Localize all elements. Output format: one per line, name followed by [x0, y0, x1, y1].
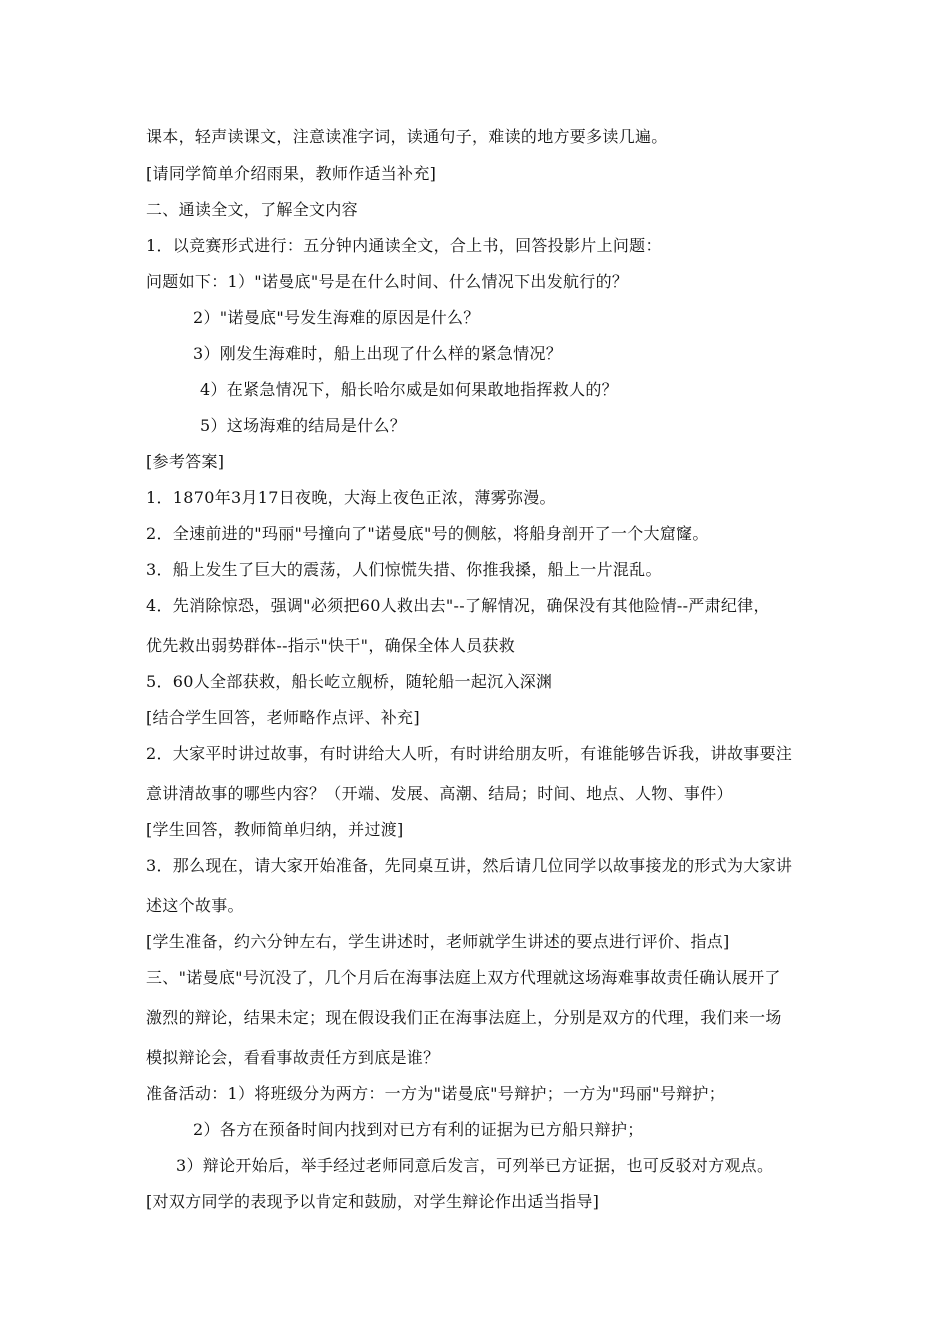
paragraph-line: [学生回答，教师简单归纳，并过渡] — [146, 820, 404, 839]
paragraph-line: 3．那么现在，请大家开始准备，先同桌互讲，然后请几位同学以故事接龙的形式为大家讲 — [146, 856, 793, 875]
paragraph-line: 准备活动：1）将班级分为两方：一方为"诺曼底"号辩护；一方为"玛丽"号辩护； — [146, 1084, 726, 1103]
paragraph-line: [学生准备，约六分钟左右，学生讲述时，老师就学生讲述的要点进行评价、指点] — [146, 932, 730, 951]
paragraph-line: 1．以竞赛形式进行：五分钟内通读全文，合上书，回答投影片上问题： — [146, 236, 662, 255]
paragraph-line: 激烈的辩论，结果未定；现在假设我们正在海事法庭上，分别是双方的代理，我们来一场 — [146, 1008, 782, 1027]
answer-line: 优先救出弱势群体--指示"快干"，确保全体人员获救 — [146, 636, 516, 655]
question-line: 2）"诺曼底"号发生海难的原因是什么？ — [193, 308, 480, 327]
answer-line: 2．全速前进的"玛丽"号撞向了"诺曼底"号的侧舷，将船身剖开了一个大窟窿。 — [146, 524, 709, 543]
paragraph-line: 意讲清故事的哪些内容？（开端、发展、高潮、结局；时间、地点、人物、事件） — [146, 784, 733, 803]
answer-line: 4．先消除惊恐，强调"必须把60人救出去"--了解情况，确保没有其他险情--严肃纪律， — [146, 596, 770, 615]
answer-line: 1．1870年3月17日夜晚，大海上夜色正浓，薄雾弥漫。 — [146, 488, 556, 507]
paragraph-line: [对双方同学的表现予以肯定和鼓励，对学生辩论作出适当指导] — [146, 1192, 600, 1211]
question-line: 4）在紧急情况下，船长哈尔威是如何果敢地指挥救人的？ — [200, 380, 618, 399]
paragraph-line: 2）各方在预备时间内找到对已方有利的证据为已方船只辩护； — [193, 1120, 644, 1139]
paragraph-line: 3）辩论开始后，举手经过老师同意后发言，可列举已方证据，也可反驳对方观点。 — [176, 1156, 774, 1175]
answer-line: 3．船上发生了巨大的震荡，人们惊慌失措、你推我搡，船上一片混乱。 — [146, 560, 662, 579]
section-heading: 二、通读全文，了解全文内容 — [146, 200, 358, 219]
paragraph-line: [请同学简单介绍雨果，教师作适当补充] — [146, 164, 437, 183]
section-heading: 三、"诺曼底"号沉没了，几个月后在海事法庭上双方代理就这场海难事故责任确认展开了 — [146, 968, 781, 987]
answer-heading: [参考答案] — [146, 452, 225, 471]
paragraph-line: 述这个故事。 — [146, 896, 244, 915]
paragraph-line: 模拟辩论会，看看事故责任方到底是谁？ — [146, 1048, 440, 1067]
question-line: 5）这场海难的结局是什么？ — [200, 416, 407, 435]
question-line: 3）刚发生海难时，船上出现了什么样的紧急情况？ — [193, 344, 563, 363]
question-line: 问题如下：1）"诺曼底"号是在什么时间、什么情况下出发航行的？ — [146, 272, 629, 291]
paragraph-line: 课本，轻声读课文，注意读准字词，读通句子，难读的地方要多读几遍。 — [146, 127, 668, 146]
paragraph-line: [结合学生回答，老师略作点评、补充] — [146, 708, 420, 727]
answer-line: 5．60人全部获救，船长屹立舰桥，随轮船一起沉入深渊 — [146, 672, 553, 691]
paragraph-line: 2．大家平时讲过故事，有时讲给大人听，有时讲给朋友听，有谁能够告诉我，讲故事要注 — [146, 744, 793, 763]
